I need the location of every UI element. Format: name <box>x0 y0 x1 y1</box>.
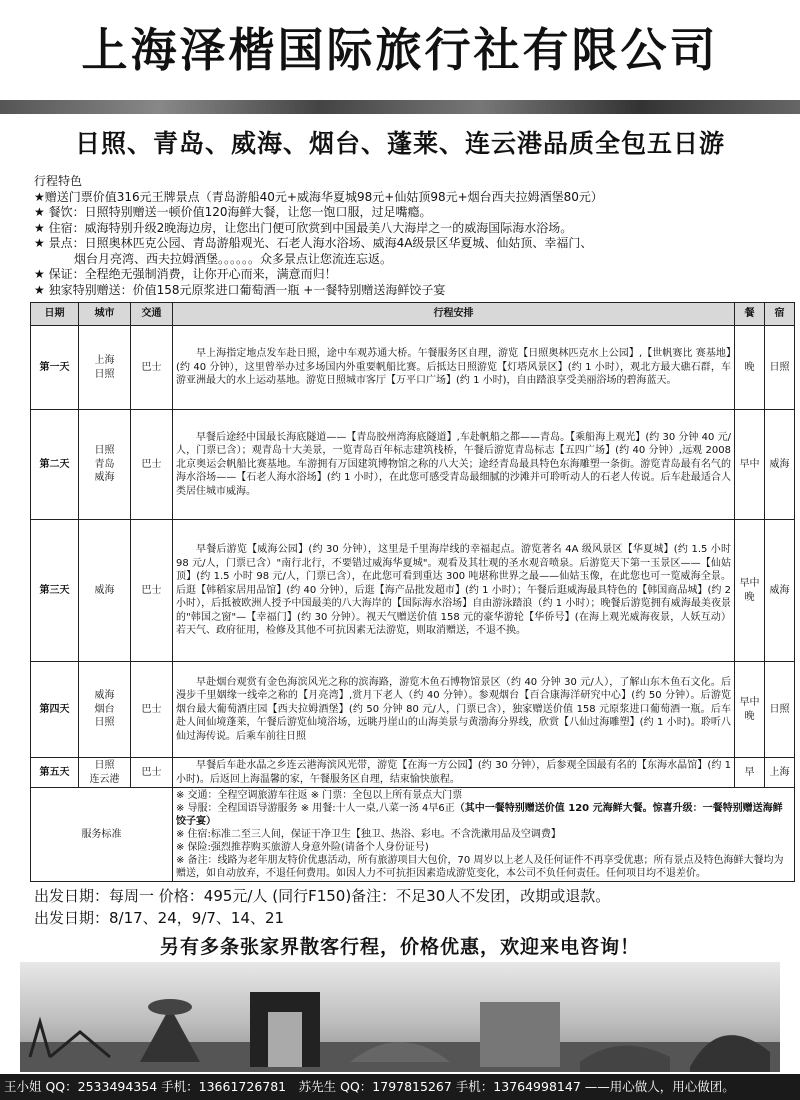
header-meal: 餐 <box>735 303 765 326</box>
service-line: ※ 住宿:标准二至三人间，保证干净卫生【独卫、热浴、彩电。不含洗漱用品及空调费】 <box>176 829 561 840</box>
feature-line: ★ 独家特别赠送：价值158元原浆进口葡萄酒一瓶 +一餐特别赠送海鲜饺子宴 <box>34 282 446 297</box>
header-transport: 交通 <box>131 303 173 326</box>
day-cell: 第一天 <box>31 326 79 410</box>
header-itinerary: 行程安排 <box>173 303 735 326</box>
features-block <box>34 174 794 298</box>
sculpture-shape <box>480 1002 560 1067</box>
scenery-photo-strip <box>20 962 780 1072</box>
day-cell: 第三天 <box>31 520 79 662</box>
service-row <box>31 788 795 882</box>
features-heading: 行程特色 <box>34 174 83 188</box>
city-cell: 日照 青岛 威海 <box>79 410 131 520</box>
header-city: 城市 <box>79 303 131 326</box>
transport-cell: 巴士 <box>131 520 173 662</box>
itinerary-table <box>30 302 795 882</box>
feature-line: ★赠送门票价值316元王牌景点（青岛游船40元+威海华夏城98元+仙姑顶98元+烟台西夫拉姆酒堡80元） <box>34 189 603 204</box>
table-row <box>31 662 795 758</box>
transport-cell: 巴士 <box>131 410 173 520</box>
service-details <box>173 788 795 882</box>
stay-cell: 上海 <box>765 758 795 788</box>
transport-cell: 巴士 <box>131 662 173 758</box>
city-cell: 上海 日照 <box>79 326 131 410</box>
service-line: ※ 保险:强烈推荐购买旅游人身意外险(请备个人身份证号) <box>176 842 429 853</box>
meal-cell: 晚 <box>735 326 765 410</box>
feature-line: ★ 景点：日照奥林匹克公园、青岛游船观光、石老人海水浴场、威海4A级景区华夏城、仙姑顶、幸福门、 <box>34 236 593 250</box>
company-name: 上海泽楷国际旅行社有限公司 <box>81 23 719 77</box>
table-header-row <box>31 303 795 326</box>
city-cell: 日照 连云港 <box>79 758 131 788</box>
feature-line: 烟台月亮湾、西夫拉姆酒堡。。。。。。众多景点让您流连忘返。 <box>74 251 393 266</box>
itinerary-cell: 早餐后途经中国最长海底隧道——【青岛胶州湾海底隧道】,车赴帆船之都——青岛。【乘船海上观光】(约 30 分钟 40 元/人，门票已含）；观青岛十大美景，一览青岛百年标志建筑栈桥，午餐后游览青岛标志【五四广场】(约 40 分钟）,远观 2008 北京奥运会帆船比赛基地。车游拥有万国建筑博物馆之称的八大关；途经青岛最具特色东海雕塑一条街。游览青岛最有名气的海水浴场——【石老人海水浴场】(约 1 小时），在此您可感受青岛最细腻的沙滩并可聆听动人的石老人传说。后车赴最适合人类居住城市威海。 <box>173 410 735 520</box>
day-cell: 第五天 <box>31 758 79 788</box>
tower-top-shape <box>148 999 192 1015</box>
service-line: ※ 导服：全程国语导游服务 ※ 用餐:十人一桌,八菜一汤 4早6正（其中一餐特别赠送价值 120 元海鲜大餐。惊喜升级：一餐特别赠送海鲜饺子宴） <box>176 803 783 827</box>
meal-cell: 早中晚 <box>735 520 765 662</box>
service-line: ※ 备注：线路为老年朋友特价优惠活动，所有旅游项目大包价，70 周岁以上老人及任何证件不再享受优惠；所有景点及特色海鲜大餐均为赠送，如自动放弃，不退任何费用。如因人力不可抗拒因素造成游览变化，本公司不负任何责任。任何项目均不退差价。 <box>176 855 784 879</box>
promo-banner: 另有多条张家界散客行程，价格优惠，欢迎来电咨询！ <box>159 936 640 958</box>
gate-opening <box>268 1012 302 1067</box>
itinerary-cell: 早餐后游览【威海公园】(约 30 分钟），这里是千里海岸线的幸福起点。游览著名 4A 级风景区【华夏城】(约 1.5 小时 98 元/人，门票已含）"南行北行，不要错过威海华夏城"。观看及其壮观的圣水观音喷泉。后游览天下第一玉景区——【仙姑顶】(约 1.5 小时 98 元/人，门票已含），在此您可看到重达 300 吨堪称世界之最——仙姑玉像，在此您也可一览威海全景。后逛【韩稻家居用品馆】(约 40 分钟），后逛【海产品批发超市】(约 1 小时）；午餐后逛威海最具特色的【韩国商品城】(约 2 小时），后抵被欧洲人授予中国最美的八大海岸的【国际海水浴场】自由游泳踏浪（约 1 小时）；晚餐后游览拥有威海最美夜景的"韩国之窗"—【幸福门】(约 30 分钟）。视天气赠送价值 158 元的豪华游轮【华侨号】(在海上观光威海夜景，人妖互动）若天气、政府征用，检修及其他不可抗因素无法游览，则取消赠送，不退不换。 <box>173 520 735 662</box>
service-line: ※ 交通：全程空调旅游车往返 ※ 门票：全包以上所有景点大门票 <box>176 790 463 801</box>
departure-line-2: 出发日期：8/17、24，9/7、14、21 <box>34 909 285 927</box>
table-row <box>31 326 795 410</box>
tower-shape <box>140 1007 200 1062</box>
itinerary-cell: 早餐后车赴水晶之乡连云港海滨风光带，游览【在海一方公园】(约 30 分钟），后参观全国最有名的【东海水晶馆】(约 1 小时)。后返回上海温馨的家，午餐服务区自理，结束愉快旅程。 <box>173 758 735 788</box>
transport-cell: 巴士 <box>131 758 173 788</box>
service-label: 服务标准 <box>31 788 173 882</box>
itinerary-cell: 早赴烟台观赏有金色海滨风光之称的滨海路，游览木鱼石博物馆景区（约 40 分钟 30 元/人），了解山东木鱼石文化。后漫步千里姻缘一线牵之称的【月亮湾】,赏月下老人（约 40 分钟）。参观烟台【百合康海洋研究中心】(约 50 分钟）。后游览烟台最大葡萄酒庄园【西夫拉姆酒堡】(约 50 分钟 80 元/人，门票已含），独家赠送价值 158 元原浆进口葡萄酒一瓶。后车赴人间仙境蓬莱，午餐后游览仙境浴场，远眺丹崖山的山海美景与黄渤海分界线，欣赏【八仙过海雕塑】(约 1 小时)。聆听八仙过海传说。后乘车前往日照 <box>173 662 735 758</box>
feature-line: ★ 餐饮：日照特别赠送一顿价值120海鲜大餐，让您一饱口服，过足嘴瘾。 <box>34 205 432 219</box>
transport-cell: 巴士 <box>131 326 173 410</box>
table-row <box>31 758 795 788</box>
day-cell: 第二天 <box>31 410 79 520</box>
stay-cell: 威海 <box>765 520 795 662</box>
stay-cell: 威海 <box>765 410 795 520</box>
city-cell: 威海 烟台 日照 <box>79 662 131 758</box>
service-highlight: （其中一餐特别赠送价值 120 元海鲜大餐。惊喜升级：一餐特别赠送海鲜饺子宴） <box>176 803 783 827</box>
scenery-illustration <box>20 962 780 1072</box>
table-row <box>31 410 795 520</box>
header-stay: 宿 <box>765 303 795 326</box>
tour-title: 日照、青岛、威海、烟台、蓬莱、连云港品质全包五日游 <box>74 129 725 158</box>
departure-line-1: 出发日期：每周一 价格：495元/人 (同行F150)备注：不足30人不发团，改期或退款。 <box>34 887 611 905</box>
feature-line: ★ 保证：全程绝无强制消费，让你开心而来，满意而归！ <box>34 267 337 281</box>
itinerary-cell: 早上海指定地点发车赴日照，途中车观苏通大桥。午餐服务区自理，游览【日照奥林匹克水上公园】,【世帆赛比 赛基地】(约 40 分钟），这里曾举办过多场国内外重要帆船比赛。后抵达日照游览【灯塔风景区】(约 1 小时），观北方最大礁石群，车游亚洲最大的水上运动基地。游览日照城市客厅【万平口广场】(约 1 小时)，自由踏浪享受美丽浴场的碧海蓝天。 <box>173 326 735 410</box>
header-date: 日期 <box>31 303 79 326</box>
day-cell: 第四天 <box>31 662 79 758</box>
stay-cell: 日照 <box>765 326 795 410</box>
table-row <box>31 520 795 662</box>
meal-cell: 早 <box>735 758 765 788</box>
cliff-shape <box>690 1035 770 1072</box>
feature-line: ★ 住宿：威海特别升级2晚海边房，让您出门便可欣赏到中国最美八大海岸之一的威海国际海水浴场。 <box>34 220 573 235</box>
contact-footer: 王小姐 QQ：2533494354 手机：13661726781 苏先生 QQ：1797815267 手机：13764998147 ——用心做人，用心做团。 <box>0 1074 800 1100</box>
city-cell: 威海 <box>79 520 131 662</box>
stay-cell: 日照 <box>765 662 795 758</box>
meal-cell: 早中晚 <box>735 662 765 758</box>
meal-cell: 早中 <box>735 410 765 520</box>
decorative-band <box>0 100 800 114</box>
